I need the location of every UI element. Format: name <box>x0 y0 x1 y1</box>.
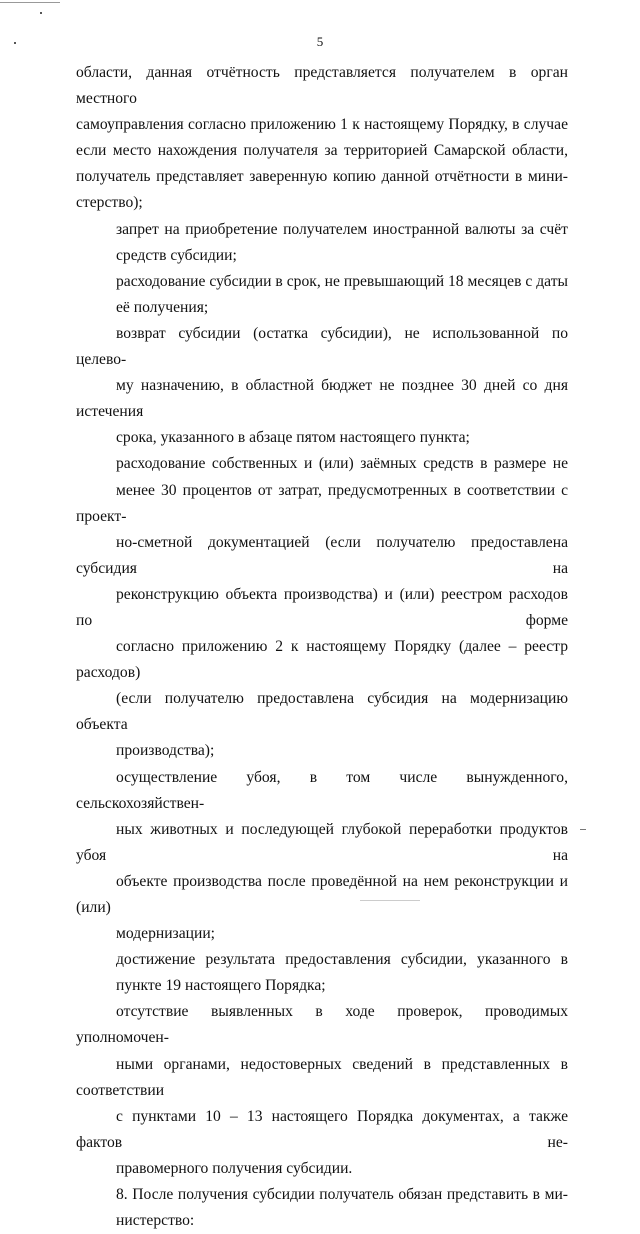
paragraph <box>76 60 568 217</box>
text-line: (если получателю предоставлена субсидия на модернизацию объекта <box>76 690 568 734</box>
page-number: 5 <box>316 34 324 49</box>
text-line: самоуправления согласно приложению 1 к настоящему Порядку, в случае <box>76 116 568 134</box>
text-line: реконструкцию объекта производства) и (или) реестром расходов по форме <box>76 585 568 629</box>
text-line: 8. После получения субсидии получатель обязан представить в ми- <box>116 1186 568 1204</box>
text-line: получатель представляет заверенную копию данной отчётности в мини- <box>76 168 568 186</box>
scan-speck <box>40 12 42 14</box>
text-line: модернизации; <box>116 925 216 943</box>
document-body <box>76 60 568 1234</box>
text-line: области, данная отчётность представляется получателем в орган местного <box>76 64 568 108</box>
text-line: срока, указанного в абзаце пятом настоящего пункта; <box>116 429 470 447</box>
paragraph <box>76 765 568 948</box>
text-line: её получения; <box>116 298 209 316</box>
text-line: ных животных и последующей глубокой переработки продуктов убоя на <box>76 820 568 864</box>
text-line: с пунктами 10 – 13 настоящего Порядка документах, а также фактов не- <box>76 1107 568 1151</box>
text-line: осуществление убоя, в том числе вынужденного, сельскохозяйствен- <box>76 768 568 812</box>
paragraph <box>76 451 568 764</box>
paragraph <box>76 999 568 1182</box>
text-line: возврат субсидии (остатка субсидии), не использованной по целево- <box>76 324 568 369</box>
text-line: отсутствие выявленных в ходе проверок, проводимых уполномочен- <box>76 1003 568 1047</box>
text-line: стерство); <box>76 194 143 212</box>
text-line: правомерного получения субсидии. <box>116 1159 353 1177</box>
text-line: объекте производства после проведённой на нем реконструкции и (или) <box>76 872 568 916</box>
text-line: ными органами, недостоверных сведений в представленных в соответствии <box>76 1055 568 1099</box>
paragraph <box>76 947 568 999</box>
text-line: расходование субсидии в срок, не превышающий 18 месяцев с даты <box>116 272 568 290</box>
paragraph <box>76 269 568 321</box>
text-line: нистерство: <box>116 1212 195 1230</box>
text-line: если место нахождения получателя за территорией Самарской области, <box>76 142 568 160</box>
paragraph <box>76 1182 568 1234</box>
scan-mark-right <box>580 829 586 830</box>
scan-mark-top <box>0 2 60 3</box>
text-line: менее 30 процентов от затрат, предусмотренных в соответствии с проект- <box>76 481 568 525</box>
text-line: запрет на приобретение получателем иностранной валюты за счёт <box>116 220 568 238</box>
paragraph <box>76 217 568 269</box>
text-line: расходование собственных и (или) заёмных средств в размере не <box>116 455 568 473</box>
text-line: но-сметной документацией (если получателю предоставлена субсидия на <box>76 533 568 577</box>
text-line: производства); <box>116 742 215 760</box>
text-line: согласно приложению 2 к настоящему Порядку (далее – реестр расходов) <box>76 638 568 682</box>
text-line: пункте 19 настоящего Порядка; <box>116 977 326 995</box>
text-line: му назначению, в областной бюджет не позднее 30 дней со дня истечения <box>76 377 568 421</box>
paragraph <box>76 321 568 451</box>
text-line: средств субсидии; <box>116 246 237 264</box>
text-line: достижение результата предоставления субсидии, указанного в <box>116 951 568 969</box>
